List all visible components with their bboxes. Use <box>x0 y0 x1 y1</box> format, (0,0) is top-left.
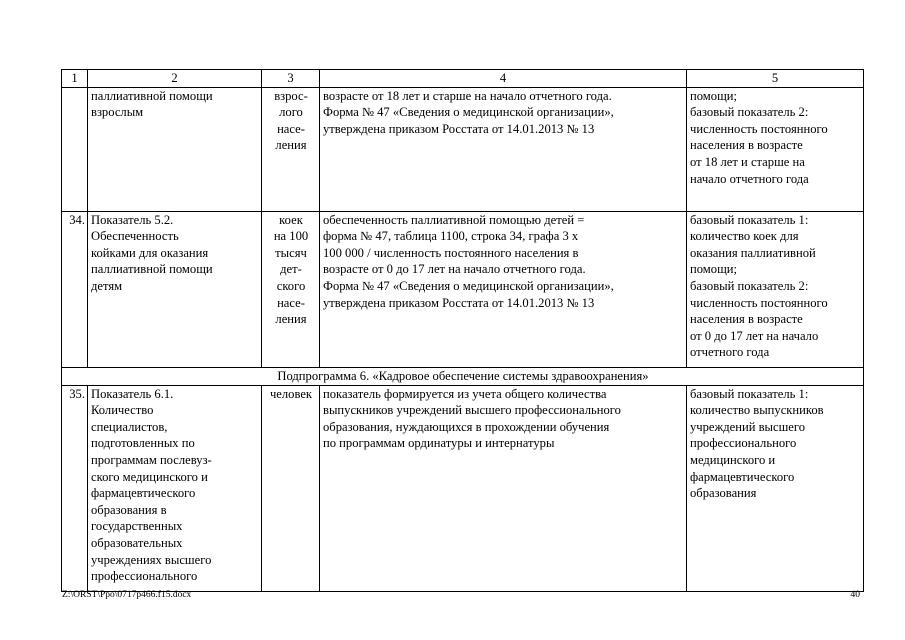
base-indicators: помощи; базовый показатель 2: численность постоянного населения в возрасте от 18 лет и старше на начало отчетного года <box>687 87 864 211</box>
table-row <box>62 211 864 367</box>
row-number <box>62 87 88 211</box>
subprogram-title: Подпрограмма 6. «Кадровое обеспечение системы здравоохранения» <box>62 367 864 385</box>
base-indicators: базовый показатель 1: количество коек для оказания паллиативной помощи; базовый показатель 2: численность постоянного населения в возрасте от 0 до 17 лет на начало отчетного года <box>687 211 864 367</box>
header-col-2: 2 <box>88 70 262 88</box>
unit-of-measure: человек <box>262 385 320 591</box>
row-number: 35. <box>62 385 88 591</box>
header-col-3: 3 <box>262 70 320 88</box>
unit-of-measure: взрос- лого насе- ления <box>262 87 320 211</box>
table-row <box>62 385 864 591</box>
indicators-table <box>61 69 864 592</box>
base-indicators: базовый показатель 1: количество выпускников учреждений высшего профессионального медицинского и фармацевтического образования <box>687 385 864 591</box>
table-header-row <box>62 70 864 88</box>
unit-of-measure: коек на 100 тысяч дет- ского насе- ления <box>262 211 320 367</box>
row-number: 34. <box>62 211 88 367</box>
calculation-method: возрасте от 18 лет и старше на начало отчетного года. Форма № 47 «Сведения о медицинской организации», утверждена приказом Росстата от 14.01.2013 № 13 <box>320 87 687 211</box>
document-path: Z:\ORST\Ppo\0717p466.f15.docx <box>62 590 192 600</box>
indicator-name: паллиативной помощи взрослым <box>88 87 262 211</box>
indicator-name: Показатель 6.1. Количество специалистов, подготовленных по программам послевуз- ского медицинского и фармацевтического образования в государственных образовательных учреждениях высшего профессионального <box>88 385 262 591</box>
page-number: 40 <box>850 590 860 600</box>
calculation-method: показатель формируется из учета общего количества выпускников учреждений высшего профессионального образования, нуждающихся в прохождении обучения по программам ординатуры и интернатуры <box>320 385 687 591</box>
subprogram-row <box>62 367 864 385</box>
calculation-method: обеспеченность паллиативной помощью детей = форма № 47, таблица 1100, строка 34, графа 3 х 100 000 / численность постоянного населения в возрасте от 0 до 17 лет на начало отчетного года. Форма № 47 «Сведения о медицинской организации», утверждена приказом Росстата от 14.01.2013 № 13 <box>320 211 687 367</box>
header-col-4: 4 <box>320 70 687 88</box>
table-row <box>62 87 864 211</box>
header-col-5: 5 <box>687 70 864 88</box>
indicator-name: Показатель 5.2. Обеспеченность койками для оказания паллиативной помощи детям <box>88 211 262 367</box>
header-col-1: 1 <box>62 70 88 88</box>
